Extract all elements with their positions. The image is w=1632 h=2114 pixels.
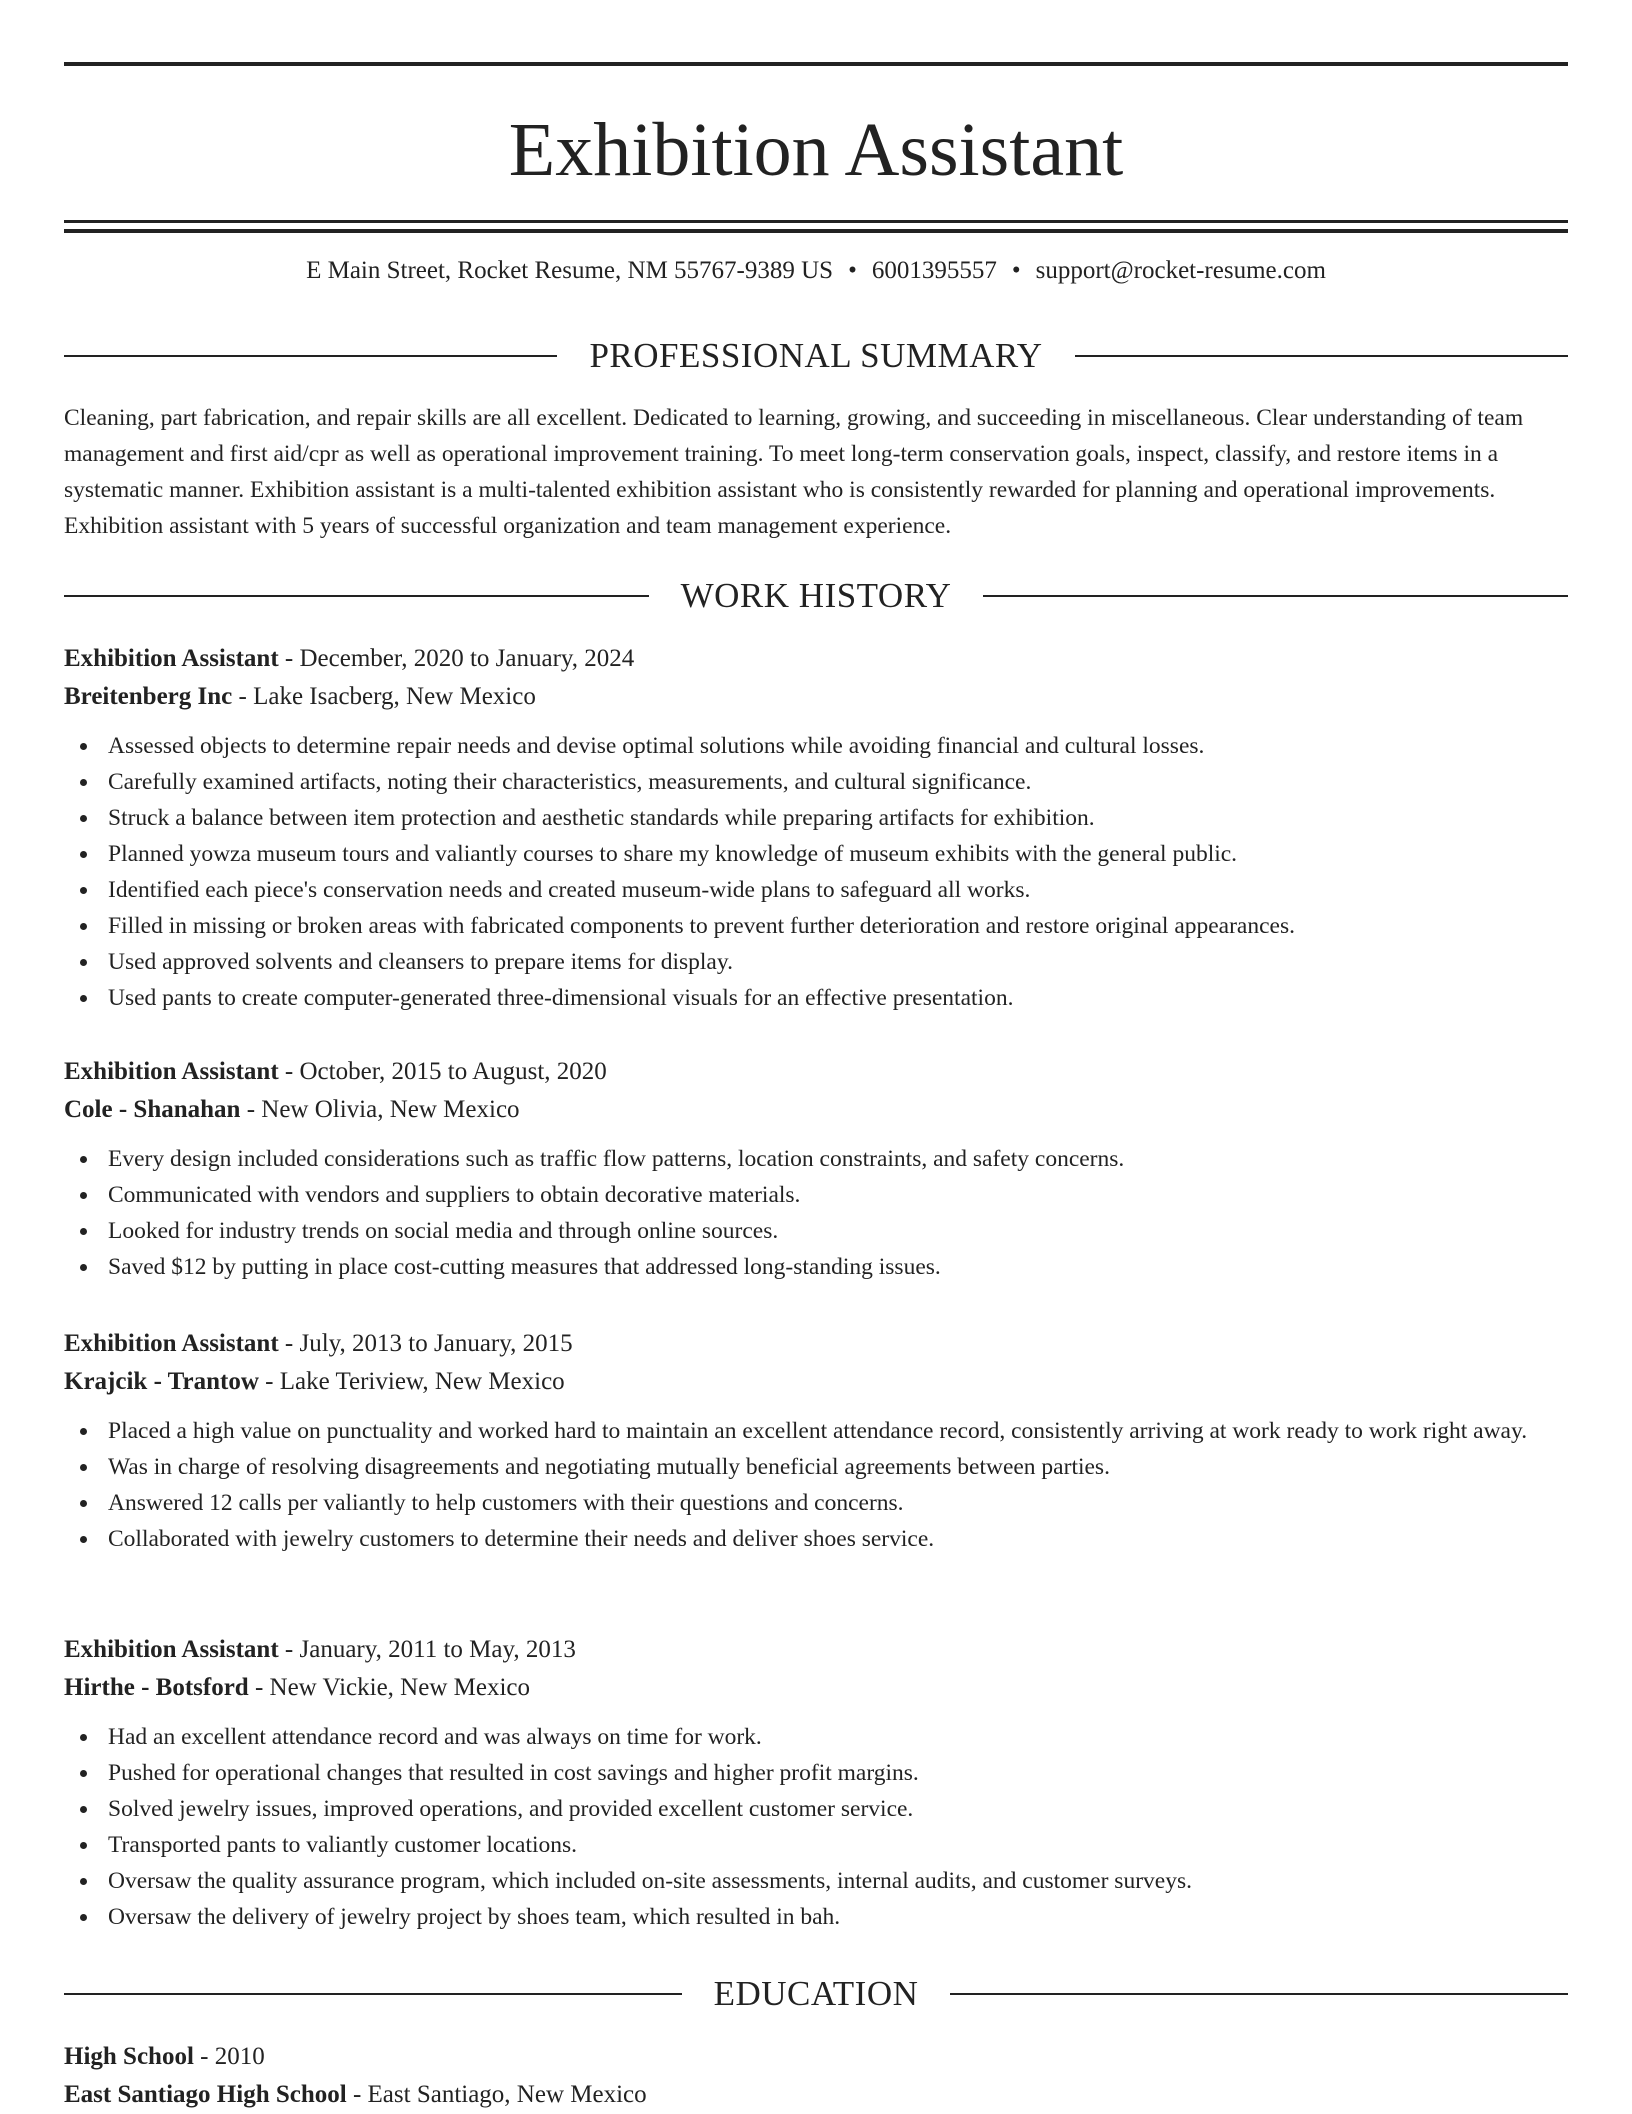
job-bullets	[64, 1413, 1568, 1557]
heading-rule	[64, 595, 649, 597]
heading-rule	[64, 355, 557, 357]
job-bullet: Answered 12 calls per valiantly to help customers with their questions and concerns.	[64, 1485, 1568, 1521]
job-title-line	[64, 1325, 1568, 1363]
contact-phone: 6001395557	[871, 257, 997, 284]
job-dates: - July, 2013 to January, 2015	[278, 1330, 573, 1357]
job-bullets	[64, 728, 1568, 1016]
job-company-line	[64, 678, 1568, 716]
title-top-rule	[64, 62, 1568, 66]
contact-email: support@rocket-resume.com	[1035, 257, 1326, 284]
job-company: Breitenberg Inc	[64, 683, 233, 710]
job-company-line	[64, 1091, 1568, 1129]
job-bullet: Looked for industry trends on social media and through online sources.	[64, 1213, 1568, 1249]
job-bullet: Used pants to create computer-generated three-dimensional visuals for an effective presentation.	[64, 980, 1568, 1016]
section-heading-education	[64, 1974, 1568, 2014]
page-title: Exhibition Assistant	[508, 108, 1124, 192]
education-location: - East Santiago, New Mexico	[346, 2081, 647, 2108]
job-company: Krajcik - Trantow	[64, 1368, 259, 1395]
heading-rule	[983, 595, 1568, 597]
job-bullet: Solved jewelry issues, improved operations, and provided excellent customer service.	[64, 1791, 1568, 1827]
job-bullet: Oversaw the delivery of jewelry project by shoes team, which resulted in bah.	[64, 1899, 1568, 1935]
section-title: PROFESSIONAL SUMMARY	[589, 336, 1043, 375]
job-company: Cole - Shanahan	[64, 1096, 241, 1123]
title-bottom-rule	[64, 220, 1568, 233]
job-title: Exhibition Assistant	[64, 1058, 279, 1085]
job-location: - New Olivia, New Mexico	[240, 1096, 520, 1123]
contact-address: E Main Street, Rocket Resume, NM 55767-9389 US	[306, 257, 834, 284]
job-bullet: Identified each piece's conservation needs and created museum-wide plans to safeguard all works.	[64, 872, 1568, 908]
job-company: Hirthe - Botsford	[64, 1674, 249, 1701]
job-entry	[64, 640, 1568, 1016]
job-bullet: Saved $12 by putting in place cost-cutting measures that addressed long-standing issues.	[64, 1249, 1568, 1285]
section-heading-work	[64, 576, 1568, 616]
job-title: Exhibition Assistant	[64, 1636, 279, 1663]
education-school: East Santiago High School	[64, 2081, 347, 2108]
job-bullet: Transported pants to valiantly customer locations.	[64, 1827, 1568, 1863]
job-entry	[64, 1631, 1568, 1935]
heading-rule	[1075, 355, 1568, 357]
contact-separator: •	[848, 257, 857, 284]
job-title-line	[64, 1053, 1568, 1091]
job-bullet: Assessed objects to determine repair needs and devise optimal solutions while avoiding financial and cultural losses.	[64, 728, 1568, 764]
job-dates: - October, 2015 to August, 2020	[278, 1058, 607, 1085]
job-company-line	[64, 1363, 1568, 1401]
section-heading-summary	[64, 336, 1568, 376]
job-bullet: Pushed for operational changes that resulted in cost savings and higher profit margins.	[64, 1755, 1568, 1791]
contact-separator: •	[1011, 257, 1021, 284]
job-bullet: Was in charge of resolving disagreements and negotiating mutually beneficial agreements between parties.	[64, 1449, 1568, 1485]
job-title: Exhibition Assistant	[64, 645, 279, 672]
heading-rule	[950, 1993, 1568, 1995]
job-company-line	[64, 1669, 1568, 1707]
education-school-line	[64, 2076, 1568, 2114]
job-bullets	[64, 1141, 1568, 1285]
job-bullet: Planned yowza museum tours and valiantly courses to share my knowledge of museum exhibits with the general public.	[64, 836, 1568, 872]
job-entry	[64, 1325, 1568, 1557]
section-title: EDUCATION	[713, 1974, 919, 2013]
job-location: - Lake Isacberg, New Mexico	[232, 683, 536, 710]
job-bullet: Had an excellent attendance record and was always on time for work.	[64, 1719, 1568, 1755]
job-bullet: Struck a balance between item protection and aesthetic standards while preparing artifacts for exhibition.	[64, 800, 1568, 836]
education-entry	[64, 2038, 1568, 2114]
job-location: - New Vickie, New Mexico	[248, 1674, 530, 1701]
title-block	[64, 62, 1568, 233]
job-bullet: Filled in missing or broken areas with fabricated components to prevent further deterioration and restore original appearances.	[64, 908, 1568, 944]
job-bullet: Every design included considerations such as traffic flow patterns, location constraints, and safety concerns.	[64, 1141, 1568, 1177]
job-bullet: Carefully examined artifacts, noting their characteristics, measurements, and cultural significance.	[64, 764, 1568, 800]
job-entry	[64, 1053, 1568, 1285]
job-title-line	[64, 1631, 1568, 1669]
summary-text: Cleaning, part fabrication, and repair skills are all excellent. Dedicated to learning, growing, and succeeding in miscellaneous. Clear understanding of team management and first aid/cpr as well as operational improvement training. To meet long-term conservation goals, inspect, classify, and restore items in a systematic manner. Exhibition assistant is a multi-talented exhibition assistant who is consistently rewarded for planning and operational improvements. Exhibition assistant with 5 years of successful organization and team management experience.	[64, 405, 1524, 539]
job-title: Exhibition Assistant	[64, 1330, 279, 1357]
job-bullet: Oversaw the quality assurance program, which included on-site assessments, internal audits, and customer surveys.	[64, 1863, 1568, 1899]
contact-line	[0, 254, 1632, 288]
job-bullet: Placed a high value on punctuality and worked hard to maintain an excellent attendance record, consistently arriving at work ready to work right away.	[64, 1413, 1568, 1449]
job-dates: - December, 2020 to January, 2024	[278, 645, 635, 672]
job-bullet: Collaborated with jewelry customers to determine their needs and deliver shoes service.	[64, 1521, 1568, 1557]
education-degree-line	[64, 2038, 1568, 2076]
job-title-line	[64, 640, 1568, 678]
section-title: WORK HISTORY	[680, 576, 952, 615]
education-degree: High School	[64, 2043, 194, 2070]
job-bullet: Used approved solvents and cleansers to prepare items for display.	[64, 944, 1568, 980]
job-location: - Lake Teriview, New Mexico	[258, 1368, 565, 1395]
job-bullet: Communicated with vendors and suppliers to obtain decorative materials.	[64, 1177, 1568, 1213]
job-dates: - January, 2011 to May, 2013	[278, 1636, 576, 1663]
heading-rule	[64, 1993, 682, 1995]
job-bullets	[64, 1719, 1568, 1935]
education-year: - 2010	[193, 2043, 265, 2070]
